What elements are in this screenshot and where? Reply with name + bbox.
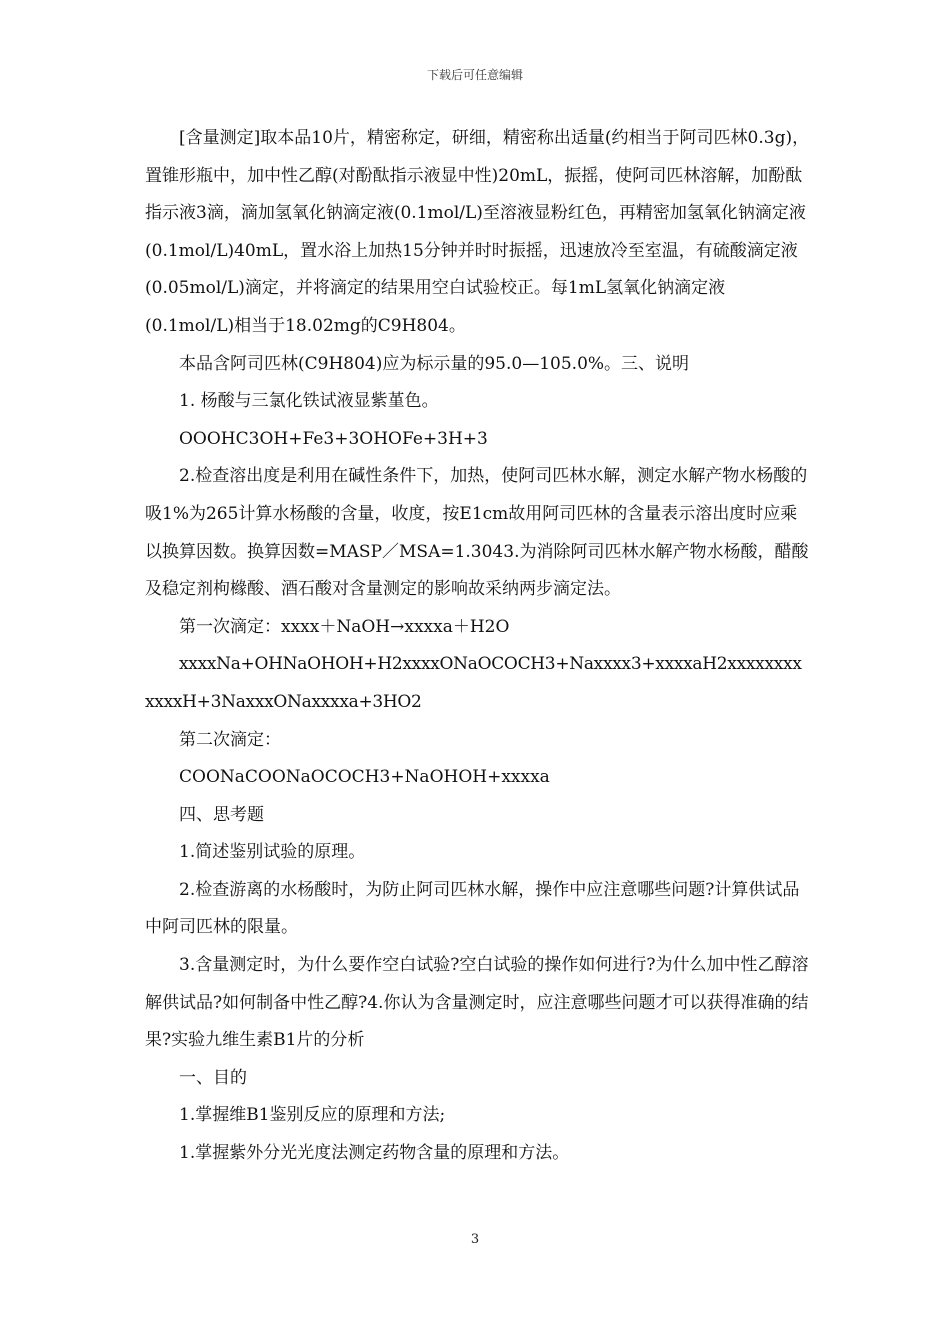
paragraph-note-2: 2.检查溶出度是利用在碱性条件下，加热，使阿司匹林水解，测定水解产物水杨酸的吸1%为265计算水杨酸的含量，收度，按E1cm故用阿司匹林的含量表示溶出度时应乘以换算因数。换算因数=MASP／MSA=1.3043.为消除阿司匹林水解产物水杨酸，醋酸及稳定剂枸橼酸、酒石酸对含量测定的影响故采纳两步滴定法。: [145, 466, 809, 600]
purpose-item-2: 1.掌握紫外分光光度法测定药物含量的原理和方法。: [179, 1143, 570, 1164]
question-2: 2.检查游离的水杨酸时，为防止阿司匹林水解，操作中应注意哪些问题?计算供试品中阿司匹林的限量。: [145, 879, 800, 938]
page-header: 下载后可任意编辑: [426, 68, 523, 82]
paragraph-equation-1: OOOHC3OH+Fe3+3OHOFe+3H+3: [179, 428, 488, 449]
paragraph-content-standard: 本品含阿司匹林(C9H804)应为标示量的95.0—105.0%。三、说明: [179, 353, 690, 374]
paragraph-second-titration: 第二次滴定：: [179, 729, 281, 750]
paragraph-note-1: 1. 杨酸与三氯化铁试液显紫堇色。: [179, 391, 439, 412]
section-heading-questions: 四、思考题: [179, 804, 264, 825]
paragraph-equation-3: COONaCOONaOCOCH3+NaOHOH+xxxxa: [179, 767, 550, 788]
question-1: 1.简述鉴别试验的原理。: [179, 842, 366, 863]
purpose-item-1: 1.掌握维B1鉴别反应的原理和方法;: [179, 1105, 446, 1126]
paragraph-first-titration: 第一次滴定：xxxx＋NaOH→xxxxa＋H2O: [179, 616, 510, 637]
section-heading-purpose: 一、目的: [179, 1067, 247, 1088]
document-body: [145, 120, 810, 1173]
question-3: 3.含量测定时，为什么要作空白试验?空白试验的操作如何进行?为什么加中性乙醇溶解供试品?如何制备中性乙醇?4.你认为含量测定时，应注意哪些问题才可以获得准确的结果?实验九维生素B1片的分析: [145, 955, 809, 1051]
paragraph-equation-2: xxxxNa+OHNaOHOH+H2xxxxONaOCOCH3+Naxxxx3+xxxxaH2xxxxxxxxxxxxH+3NaxxxONaxxxxa+3HO2: [145, 654, 802, 712]
paragraph-assay: [含量测定]取本品10片，精密称定，研细，精密称出适量(约相当于阿司匹林0.3g)，置锥形瓶中，加中性乙醇(对酚酞指示液显中性)20mL，振摇，使阿司匹林溶解，加酚酞指示液3滴，滴加氢氧化钠滴定液(0.1mol/L)至溶液显粉红色，再精密加氢氧化钠滴定液(0.1mol/L)40mL，置水浴上加热15分钟并时时振摇，迅速放冷至室温，有硫酸滴定液(0.05mol/L)滴定，并将滴定的结果用空白试验校正。每1mL氢氧化钠滴定液(0.1mol/L)相当于18.02mg的C9H804。: [145, 128, 810, 336]
page-number: 3: [470, 1232, 480, 1247]
